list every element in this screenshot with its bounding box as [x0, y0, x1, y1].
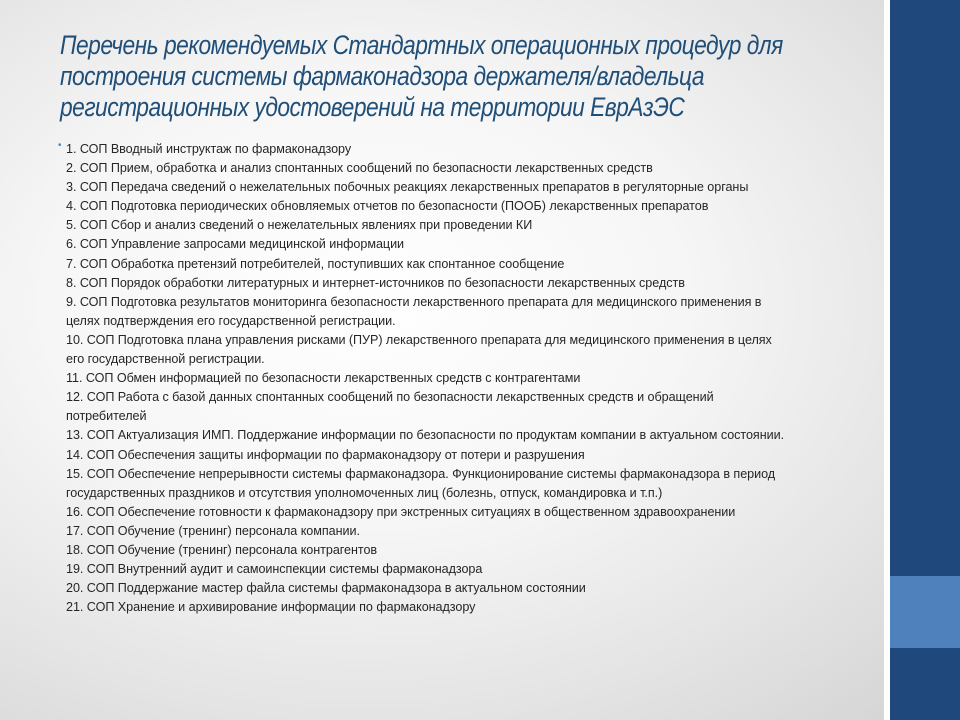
sop-list-item: [66, 293, 888, 331]
sop-list-item: [66, 598, 888, 617]
sop-item-text: 4. СОП Подготовка периодических обновляемых отчетов по безопасности (ПООБ) лекарственных препаратов: [66, 199, 709, 214]
sop-item-text: 20. СОП Поддержание мастер файла системы фармаконадзора в актуальном состоянии: [66, 581, 586, 596]
sop-list-item: [66, 216, 888, 235]
sop-list-item: [66, 541, 888, 560]
sop-list-item: [66, 235, 888, 254]
sop-list-item: [66, 197, 888, 216]
sop-list-item: [66, 331, 888, 369]
sop-list-item: [66, 446, 888, 465]
sop-list-item: [66, 579, 888, 598]
sop-item-text: 13. СОП Актуализация ИМП. Поддержание информации по безопасности по продуктам компании в актуальном состоянии.: [66, 428, 785, 443]
sop-item-continuation: потребителей: [66, 409, 147, 424]
sop-item-continuation: его государственной регистрации.: [66, 352, 265, 367]
sop-item-text: 10. СОП Подготовка плана управления рисками (ПУР) лекарственного препарата для медицинского применения в целях: [66, 332, 772, 347]
sop-list-item: [66, 522, 888, 541]
sop-item-continuation: целях подтверждения его государственной регистрации.: [66, 313, 396, 328]
sidebar-accent-block: [890, 576, 960, 648]
sop-item-text: 15. СОП Обеспечение непрерывности системы фармаконадзора. Функционирование системы фармаконадзора в период: [66, 466, 776, 481]
sop-list-container: [58, 140, 888, 617]
sop-item-text: 12. СОП Работа с базой данных спонтанных сообщений по безопасности лекарственных средств и обращений: [66, 390, 714, 405]
bullet-glyph: •: [58, 140, 62, 151]
sop-list-item: [66, 140, 888, 159]
sop-item-continuation: государственных праздников и отсутствия уполномоченных лиц (болезнь, отпуск, командировка и т.п.): [66, 485, 663, 500]
sop-item-text: 16. СОП Обеспечение готовности к фармаконадзору при экстренных ситуациях в общественном здравоохранении: [66, 504, 736, 519]
sop-item-text: 7. СОП Обработка претензий потребителей, поступивших как спонтанное сообщение: [66, 256, 565, 271]
sop-item-text: 9. СОП Подготовка результатов мониторинга безопасности лекарственного препарата для медицинского применения в: [66, 294, 762, 309]
sop-item-text: 17. СОП Обучение (тренинг) персонала компании.: [66, 523, 360, 538]
sop-item-text: 8. СОП Порядок обработки литературных и интернет-источников по безопасности лекарственных средств: [66, 275, 685, 290]
sop-list: [58, 140, 888, 617]
sop-item-text: 6. СОП Управление запросами медицинской информации: [66, 237, 405, 252]
sop-list-item: [66, 274, 888, 293]
sop-list-item: [66, 159, 888, 178]
sop-item-text: 11. СОП Обмен информацией по безопасности лекарственных средств с контрагентами: [66, 371, 581, 386]
sop-list-item: [66, 465, 888, 503]
sop-list-item: [66, 426, 888, 445]
sop-item-text: 1. СОП Вводный инструктаж по фармаконадзору: [66, 142, 352, 156]
sop-item-text: 21. СОП Хранение и архивирование информации по фармаконадзору: [66, 600, 476, 615]
sop-item-text: 14. СОП Обеспечения защиты информации по фармаконадзору от потери и разрушения: [66, 447, 585, 462]
sop-list-item: [66, 369, 888, 388]
slide-title: Перечень рекомендуемых Стандартных операционных процедур для построения системы фармаконадзора держателя/владельца регистрационных удостоверений на территории ЕврАзЭС: [60, 30, 783, 122]
sop-item-text: 3. СОП Передача сведений о нежелательных побочных реакциях лекарственных препаратов в регуляторные органы: [66, 180, 749, 195]
sop-item-text: 5. СОП Сбор и анализ сведений о нежелательных явлениях при проведении КИ: [66, 218, 533, 233]
sop-list-item: [66, 560, 888, 579]
sop-list-item: [66, 178, 888, 197]
sop-list-item: [66, 255, 888, 274]
sop-item-text: 19. СОП Внутренний аудит и самоинспекции системы фармаконадзора: [66, 562, 483, 577]
sop-list-item: [66, 503, 888, 522]
sop-item-text: 18. СОП Обучение (тренинг) персонала контрагентов: [66, 542, 378, 557]
sop-item-text: 2. СОП Прием, обработка и анализ спонтанных сообщений по безопасности лекарственных средств: [66, 161, 653, 176]
sop-list-item: [66, 388, 888, 426]
